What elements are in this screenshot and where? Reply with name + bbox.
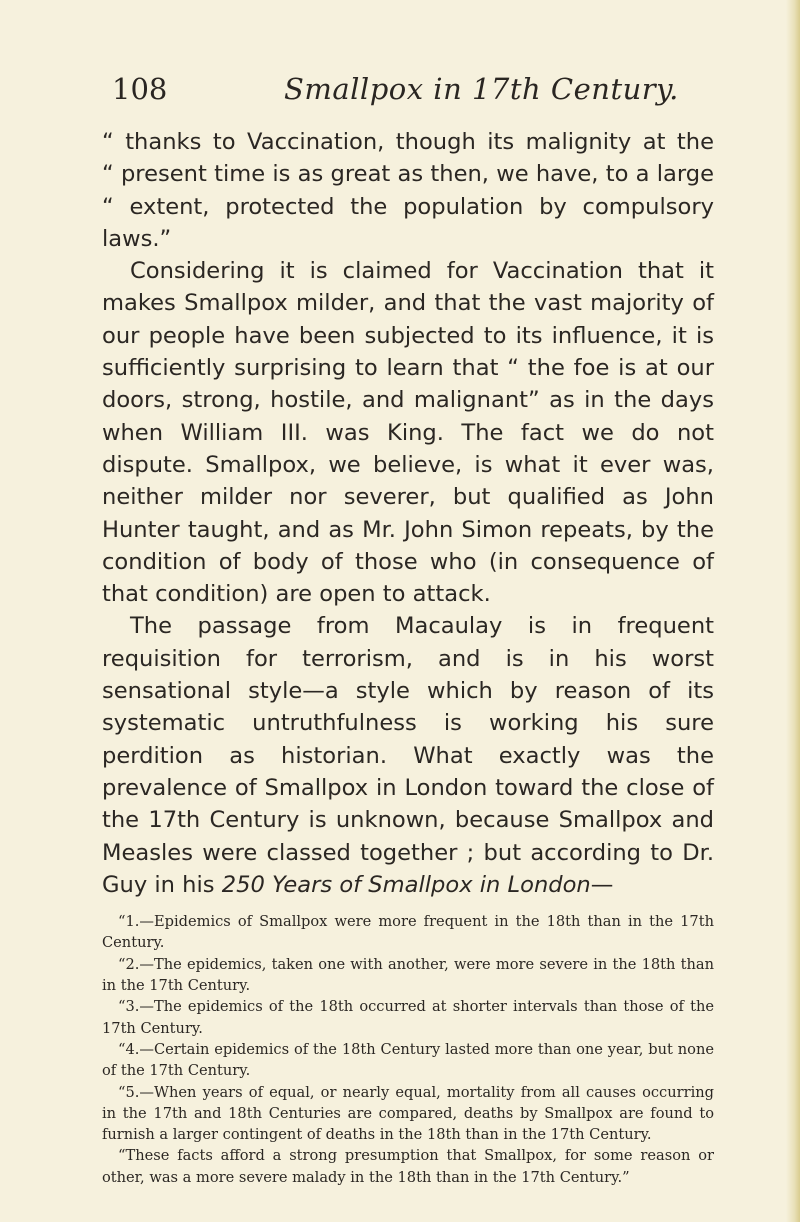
page-edge (786, 0, 800, 1222)
paragraph-2 (102, 610, 714, 901)
text-block (102, 126, 714, 1188)
finding-item: “5.—When years of equal, or nearly equal, mortality from all causes occurring in the 17th and 18th Centuries are compared, deaths by Smallpox are found to furnish a larger contingent of deaths in the 18th than in the 17th Century. (102, 1083, 714, 1144)
page-number: 108 (112, 72, 168, 106)
paragraph-2-text: The passage from Macaulay is in frequent requisition for terrorism, and is in his worst sensational style—a style which by reason of its systematic untruthfulness is working his sure perdition as historian. What exactly was the prevalence of Smallpox in London toward the close of the 17th Century is unknown, because Smallpox and Measles were classed together ; but according to Dr. Guy in his (102, 613, 714, 898)
paragraph-1: Considering it is claimed for Vaccination that it makes Smallpox milder, and that the vast majority of our people have been subjected to its influence, it is sufficiently surprising to learn that “ the foe is at our doors, strong, hostile, and malignant” as in the days when William III. was King. The fact we do not dispute. Smallpox, we believe, is what it ever was, neither milder nor severer, but qualified as John Hunter taught, and as Mr. John Simon repeats, by the condition of body of those who (in consequence of that condition) are open to attack. (102, 258, 714, 608)
finding-item: “4.—Certain epidemics of the 18th Century lasted more than one year, but none of the 17th Century. (102, 1040, 714, 1080)
paragraph-2-dash: — (590, 871, 614, 898)
finding-item: “3.—The epidemics of the 18th occurred at shorter intervals than those of the 17th Century. (102, 998, 714, 1037)
finding-conclusion: “These facts afford a strong presumption that Smallpox, for some reason or other, was a more severe malady in the 18th than in the 17th Century.” (102, 1147, 714, 1186)
quote-line: “ present time is as great as then, we have, to a large (102, 161, 714, 188)
quote-line: “ extent, protected the population by compulsory laws.” (102, 193, 714, 252)
running-title: Smallpox in 17th Century. (284, 72, 679, 106)
page-header (112, 72, 712, 112)
quote-continuation (102, 126, 714, 255)
body-text (102, 126, 714, 901)
finding-item: “2.—The epidemics, taken one with another, were more severe in the 18th than in the 17th Century. (102, 955, 714, 995)
book-title: 250 Years of Smallpox in London (221, 871, 591, 898)
quoted-findings (102, 911, 714, 1188)
finding-item: “1.—Epidemics of Smallpox were more frequent in the 18th than in the 17th Century. (102, 913, 714, 952)
quote-line: “ thanks to Vaccination, though its malignity at the (102, 129, 714, 155)
